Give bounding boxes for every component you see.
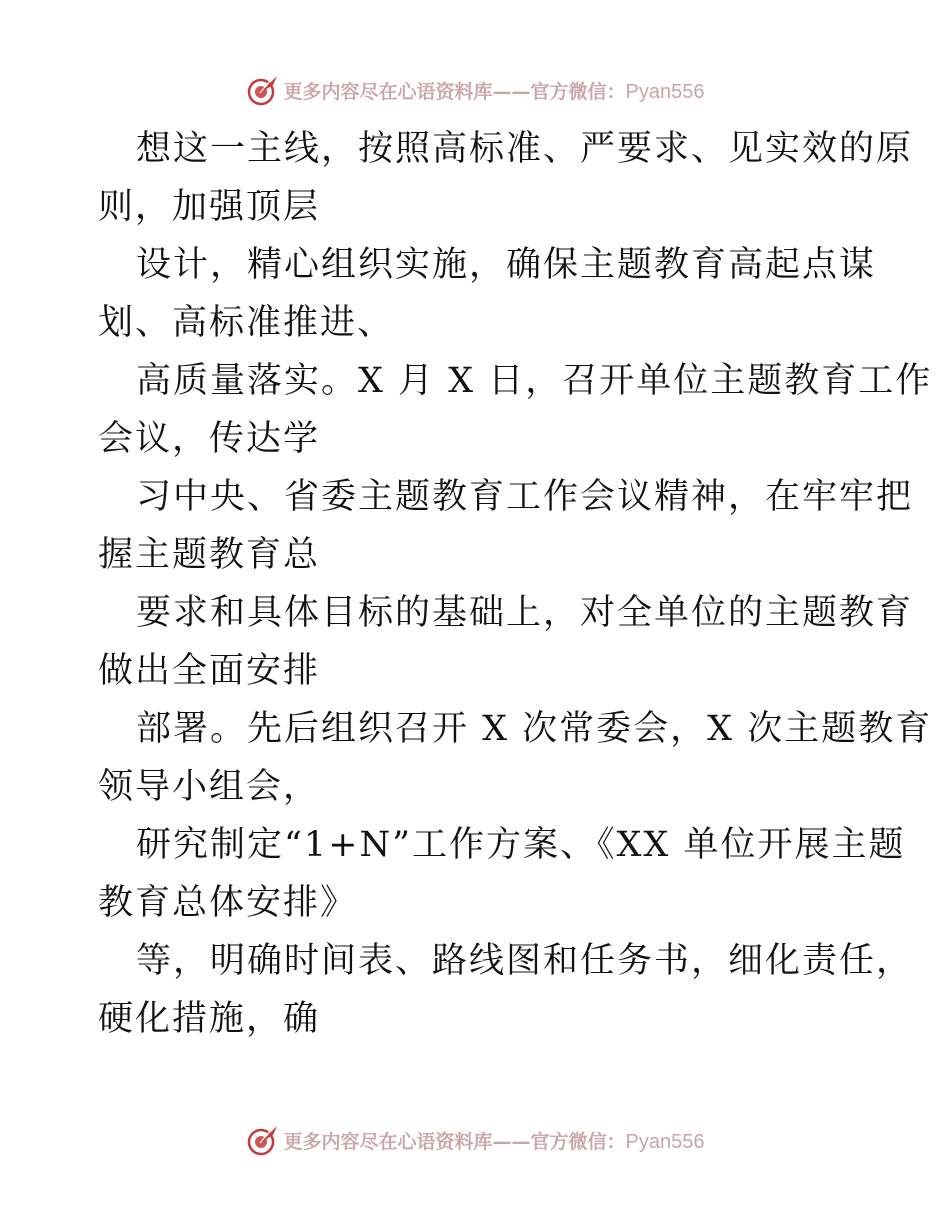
- text-line: 设计，精心组织实施，确保主题教育高起点谋: [136, 245, 877, 285]
- quill-pen-logo-icon: [246, 1123, 280, 1157]
- text-line: 握主题教育总: [98, 535, 321, 575]
- text-line: 要求和具体目标的基础上，对全单位的主题教育: [136, 593, 914, 633]
- text-line: 高质量落实。X 月 X 日，召开单位主题教育工作: [136, 361, 933, 401]
- header-wechat-id: Pyan556: [625, 80, 705, 103]
- footer-text: [284, 1127, 705, 1154]
- text-line: 习中央、省委主题教育工作会议精神，在牢牢把: [136, 477, 914, 517]
- header-label: 官方微信：: [530, 80, 626, 103]
- document-body: [98, 120, 933, 1048]
- text-line: 教育总体安排》: [98, 883, 358, 923]
- footer-brand-text: 更多内容尽在心语资料库: [283, 1130, 493, 1153]
- header-text: [284, 77, 705, 104]
- footer-wechat-id: Pyan556: [625, 1130, 705, 1153]
- text-line: 领导小组会，: [98, 767, 321, 807]
- text-line: 想这一主线，按照高标准、严要求、见实效的原: [136, 129, 914, 169]
- text-line: 研究制定“1+N”工作方案、《XX 单位开展主题: [136, 825, 906, 865]
- text-line: 等，明确时间表、路线图和任务书，细化责任，: [136, 941, 914, 981]
- footer-banner: [0, 1120, 950, 1160]
- text-line: 部署。先后组织召开 X 次常委会，X 次主题教育: [136, 709, 933, 749]
- text-line: 划、高标准推进、: [98, 303, 395, 343]
- footer-dash: ——: [492, 1130, 531, 1153]
- text-line: 会议，传达学: [98, 419, 321, 459]
- text-line: 做出全面安排: [98, 651, 321, 691]
- quill-pen-logo-icon: [246, 73, 280, 107]
- header-dash: ——: [492, 80, 531, 103]
- footer-label: 官方微信：: [530, 1130, 626, 1153]
- header-brand-text: 更多内容尽在心语资料库: [283, 80, 493, 103]
- text-line: 硬化措施，确: [98, 999, 321, 1039]
- header-banner: [0, 70, 950, 110]
- text-line: 则，加强顶层: [98, 187, 321, 227]
